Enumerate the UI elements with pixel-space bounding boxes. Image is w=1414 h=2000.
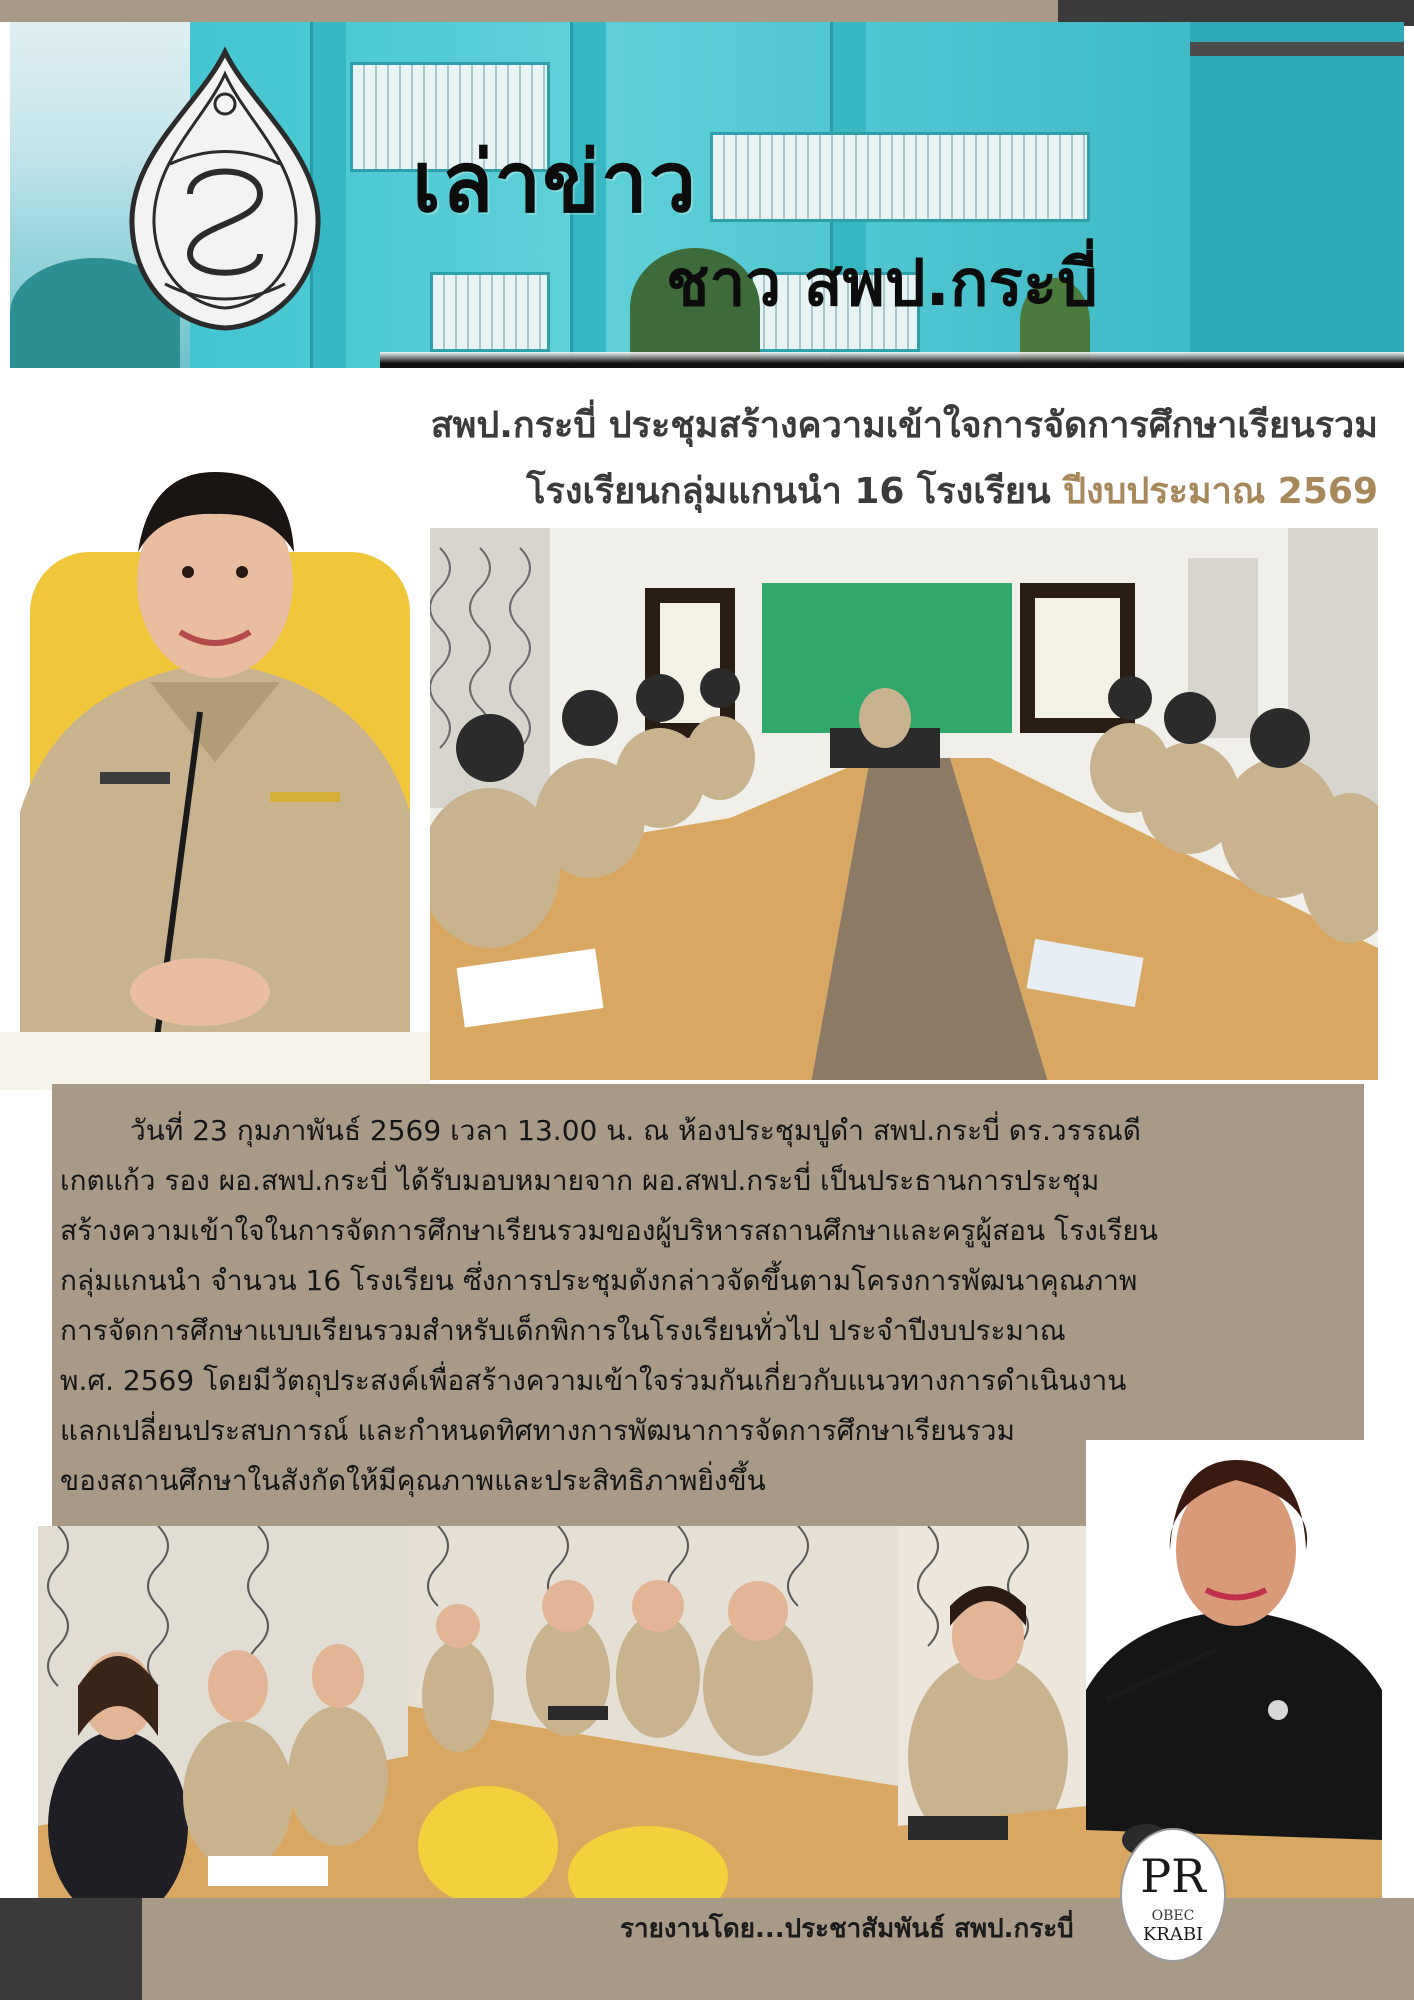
article-line: ของสถานศึกษาในสังกัดให้มีคุณภาพและประสิทธิภาพยิ่งขึ้น (60, 1464, 766, 1497)
article-line: สร้างความเข้าใจในการจัดการศึกษาเรียนรวมของผู้บริหารสถานศึกษาและครูผู้สอน โรงเรียน (60, 1214, 1158, 1247)
footer-credit: รายงานโดย...ประชาสัมพันธ์ สพป.กระบี่ (620, 1914, 1074, 1944)
article-line: พ.ศ. 2569 โดยมีวัตถุประสงค์เพื่อสร้างความเข้าใจร่วมกันเกี่ยวกับแนวทางการดำเนินงาน (60, 1364, 1127, 1397)
headline-line1: สพป.กระบี่ ประชุมสร้างความเข้าใจการจัดการศึกษาเรียนรวม (430, 405, 1378, 446)
article-line: กลุ่มแกนนำ จำนวน 16 โรงเรียน ซึ่งการประชุมดังกล่าวจัดขึ้นตามโครงการพัฒนาคุณภาพ (60, 1264, 1138, 1297)
headline-line2 (526, 462, 1378, 519)
svg-text:KRABI: KRABI (1142, 1924, 1204, 1945)
header-banner (10, 22, 1404, 368)
pr-obec-krabi-logo (1118, 1826, 1228, 1964)
chairperson-portrait (0, 432, 430, 1090)
participants-photo-3 (898, 1526, 1086, 1898)
footer-dark-block (0, 1898, 142, 2000)
headline-line2-part2: ปีงบประมาณ 2569 (1063, 471, 1378, 512)
top-accent-bar (0, 0, 1058, 22)
participants-photo-1 (38, 1526, 408, 1898)
header-title-line1: เล่าข่าว (412, 133, 698, 231)
article-line: วันที่ 23 กุมภาพันธ์ 2569 เวลา 13.00 น. ณ ห้องประชุมปูดำ สพป.กระบี่ ดร.วรรณดี (130, 1114, 1141, 1147)
header-title-line2: ชาว สพป.กระบี่ (666, 247, 1098, 321)
article-line: แลกเปลี่ยนประสบการณ์ และกำหนดทิศทางการพัฒนาการจัดการศึกษาเรียนรวม (60, 1414, 1015, 1447)
svg-text:OBEC: OBEC (1151, 1908, 1195, 1924)
article-line: เกตแก้ว รอง ผอ.สพป.กระบี่ ได้รับมอบหมายจาก ผอ.สพป.กระบี่ เป็นประธานการประชุม (60, 1164, 1100, 1197)
svg-text:PR: PR (1140, 1849, 1206, 1903)
meeting-room-photo (430, 528, 1378, 1080)
participants-photo-2 (408, 1526, 898, 1898)
headline-line2-part1: โรงเรียนกลุ่มแกนนำ 16 โรงเรียน (526, 471, 1051, 512)
obec-emblem (110, 44, 340, 334)
article-line: การจัดการศึกษาแบบเรียนรวมสำหรับเด็กพิการในโรงเรียนทั่วไป ประจำปีงบประมาณ (60, 1314, 1066, 1347)
